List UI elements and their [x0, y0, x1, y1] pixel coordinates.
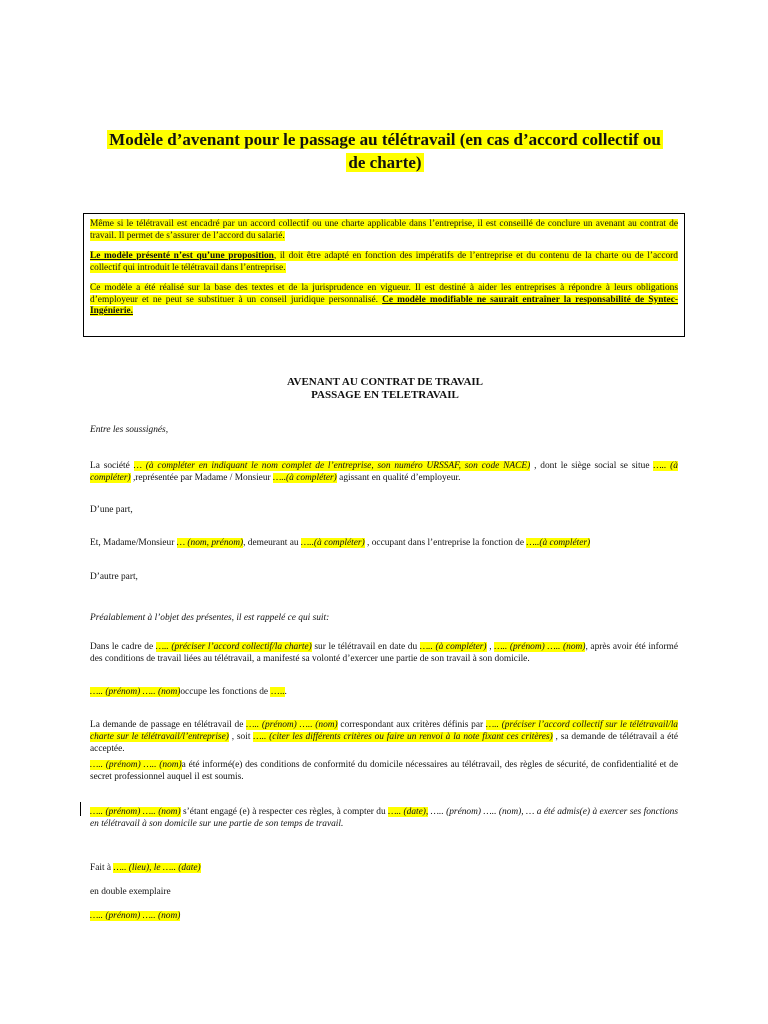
request-paragraph: La demande de passage en télétravail de ….. (prénom) ….. (nom) correspondant aux critères définis par ….. (préciser l’accord collectif sur le télétravail/la charte sur le télétravail/l’entreprise) , soit ….. (citer les différents critères ou faire un renvoi à la note fixant ces critères) , sa demande de télétravail a été acceptée.	[90, 720, 679, 755]
framework-paragraph: Dans le cadre de ….. (préciser l’accord collectif/la charte) sur le télétravail en date du ….. (à compléter) , ….. (prénom) ….. (nom), après avoir été informé des conditions de travail liées au télétravail, a manifesté sa volonté d’exercer une partie de son travail à son domicile.	[90, 642, 678, 665]
preamble: Préalablement à l’objet des présentes, il est rappelé ce qui suit:	[90, 613, 330, 623]
one-part: D’une part,	[90, 505, 133, 515]
notice-paragraph-1: Même si le télétravail est encadré par un accord collectif ou une charte applicable dans l’entreprise, il est conseillé de conclure un avenant au contrat de travail. Il permet de s’assurer de l’accord du salarié.	[90, 219, 678, 241]
notice-paragraph-3: Ce modèle a été réalisé sur la base des textes et de la jurisprudence en vigueur. Il est destiné à aider les entreprises à répondre à leurs obligations d’employeur et ne peut se substituer à un conseil juridique personnalisé. Ce modèle modifiable ne saurait entraîner la responsabilité de Syntec-Ingénierie.	[90, 283, 678, 316]
commitment-paragraph: ….. (prénom) ….. (nom) s’étant engagé (e) à respecter ces règles, à compter du ….. (date), ….. (prénom) ….. (nom), … a été admis(e) à exercer ses fonctions en télétravail à son domicile sur une partie de son temps de travail.	[90, 807, 678, 830]
functions-paragraph: ….. (prénom) ….. (nom)occupe les fonctions de …...	[90, 687, 287, 697]
notice-paragraph-2: Le modèle présenté n’est qu’une proposition, il doit être adapté en fonction des impératifs de l’entreprise et du contenu de la charte ou de l’accord collectif qui introduit le télétravail dans l’entreprise.	[90, 251, 678, 273]
heading-line-2: PASSAGE EN TELETRAVAIL	[311, 389, 459, 401]
informed-paragraph: ….. (prénom) ….. (nom)a été informé(e) des conditions de conformité du domicile nécessaires au télétravail, des règles de sécurité, de confidentialité et de secret professionnel auquel il est soumis.	[90, 760, 678, 783]
text-cursor	[80, 802, 81, 816]
document-title	[90, 128, 680, 174]
duplicate-line: en double exemplaire	[90, 887, 171, 897]
notice-box	[83, 213, 685, 337]
heading-line-1: AVENANT AU CONTRAT DE TRAVAIL	[286, 376, 484, 388]
employee-paragraph: Et, Madame/Monsieur … (nom, prénom), demeurant au …..(à compléter) , occupant dans l’entreprise la fonction de …..(à compléter)	[90, 538, 591, 548]
other-part: D’autre part,	[90, 572, 138, 582]
company-paragraph: La société … (à compléter en indiquant le nom complet de l’entreprise, son numéro URSSAF, son code NACE) , dont le siège social se situe ….. (à compléter) ,représentée par Madame / Monsieur …..(à compléter) agissant en qualité d’employeur.	[90, 461, 678, 484]
place-date-line: Fait à ….. (lieu), le ….. (date)	[90, 863, 201, 873]
title-line-2: de charte)	[348, 153, 422, 172]
contract-heading	[90, 376, 680, 402]
between-signatories: Entre les soussignés,	[90, 425, 169, 435]
title-line-1: Modèle d’avenant pour le passage au télétravail (en cas d’accord collectif ou	[109, 130, 661, 149]
signature-line: ….. (prénom) ….. (nom)	[90, 911, 181, 921]
